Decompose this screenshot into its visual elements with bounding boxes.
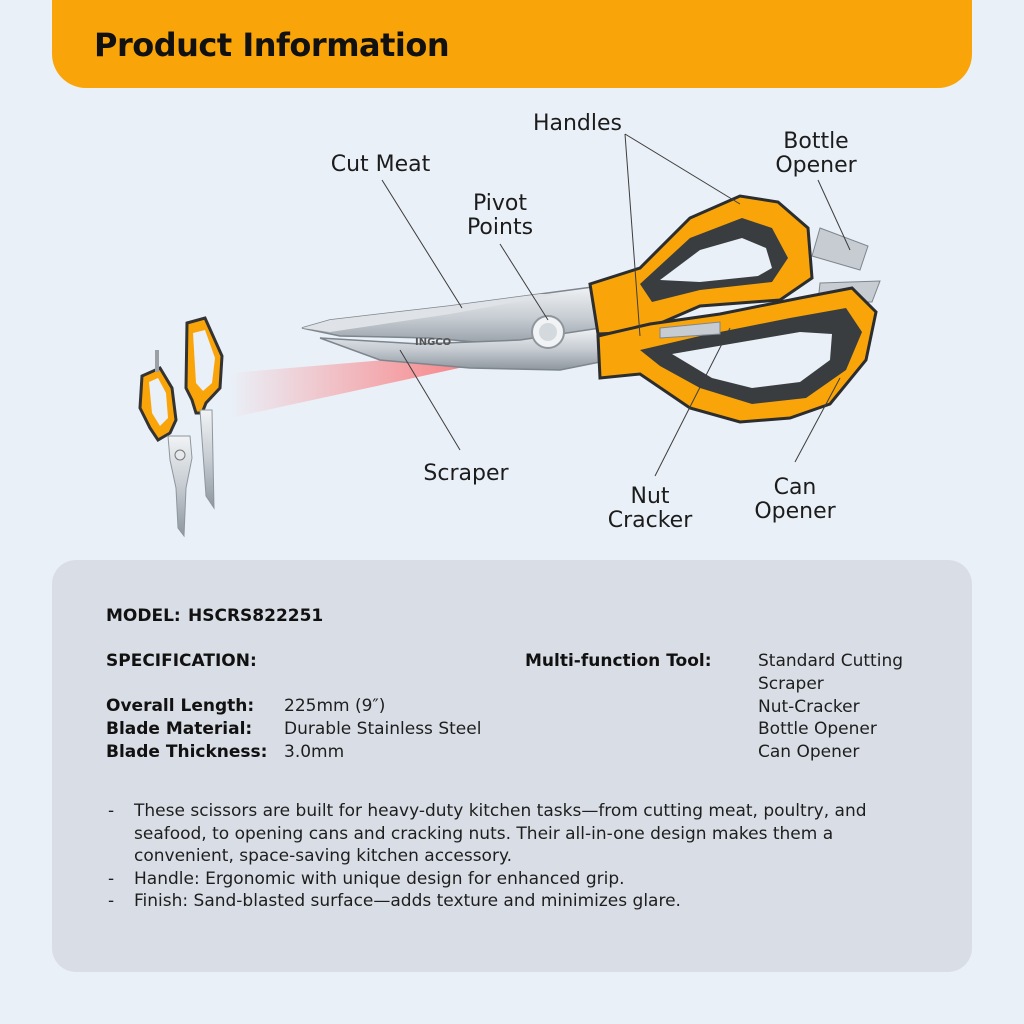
callout-bottle-opener: Bottle Opener — [775, 129, 857, 178]
multi-function-item: Can Opener — [758, 742, 860, 762]
spec-heading: SPECIFICATION: — [106, 651, 257, 671]
model-label: MODEL: — [106, 606, 181, 626]
callout-handles: Handles — [532, 111, 623, 136]
list-item — [108, 868, 868, 891]
page-title: Product Information — [94, 26, 450, 64]
list-item — [108, 800, 868, 868]
spec-row-label: Blade Material: — [106, 719, 253, 739]
multi-function-label: Multi-function Tool: — [525, 651, 712, 671]
list-item-text: These scissors are built for heavy-duty kitchen tasks—from cutting meat, poultry, and seafood, to opening cans and cracking nuts. Their all-in-one design makes them a convenient, space-saving kitchen accessory. — [134, 801, 867, 866]
callout-scraper: Scraper — [423, 461, 509, 486]
feature-list — [108, 800, 868, 913]
callout-can-opener: Can Opener — [754, 475, 836, 524]
brand-mark: INGCO — [415, 337, 452, 348]
multi-function-item: Bottle Opener — [758, 719, 877, 739]
product-illustration — [0, 88, 1024, 558]
multi-function-item: Nut-Cracker — [758, 697, 860, 717]
spec-row-value: 3.0mm — [284, 742, 345, 762]
list-item — [108, 890, 868, 913]
list-item-text: Handle: Ergonomic with unique design for enhanced grip. — [134, 868, 625, 889]
scissors-diagram — [0, 88, 1024, 558]
spec-row-value: 225mm (9″) — [284, 696, 386, 716]
bullet-marker: - — [108, 868, 115, 889]
multi-function-item: Standard Cutting — [758, 651, 904, 671]
callout-pivot-points: Pivot Points — [466, 191, 534, 240]
side-view-scissors — [140, 318, 222, 536]
callout-cut-meat: Cut Meat — [330, 152, 431, 177]
callout-nut-cracker: Nut Cracker — [607, 484, 693, 533]
spec-row-value: Durable Stainless Steel — [284, 719, 482, 739]
spec-row-label: Overall Length: — [106, 696, 255, 716]
multi-function-item: Scraper — [758, 674, 824, 694]
bullet-marker: - — [108, 801, 115, 821]
main-scissors — [302, 196, 880, 422]
list-item-text: Finish: Sand-blasted surface—adds texture and minimizes glare. — [134, 891, 681, 911]
header-banner — [52, 0, 972, 88]
bullet-marker: - — [108, 891, 115, 911]
spec-panel — [52, 560, 972, 972]
spec-row-label: Blade Thickness: — [106, 742, 268, 762]
model-value: HSCRS822251 — [188, 606, 324, 626]
